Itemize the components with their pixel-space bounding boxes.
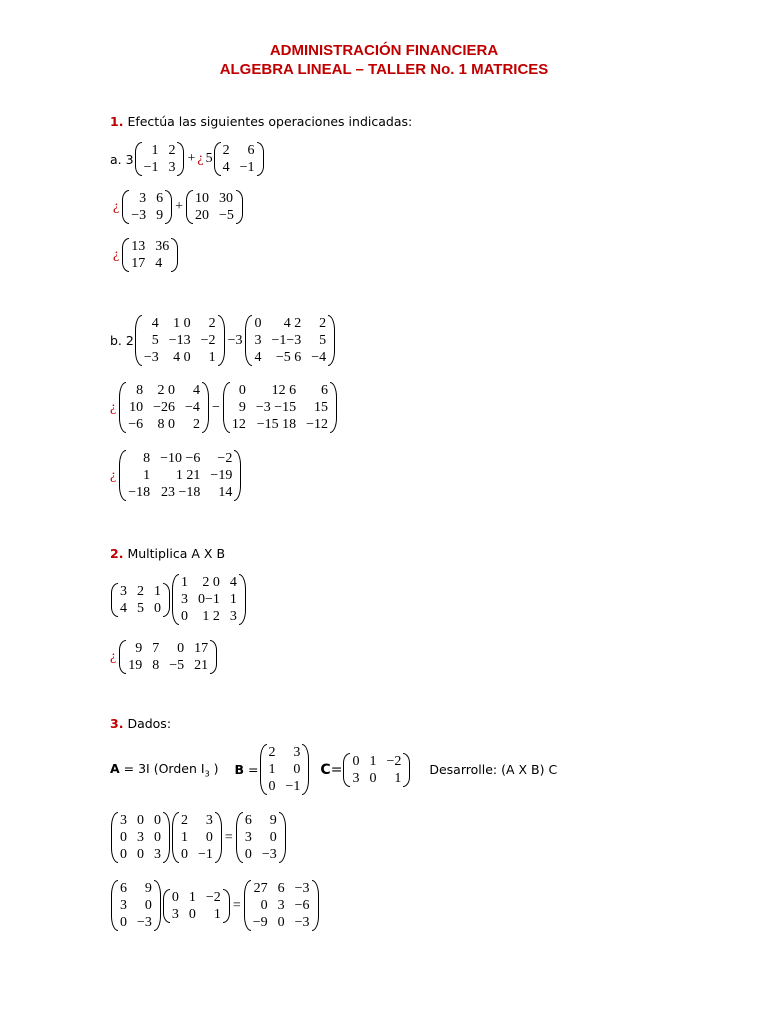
matrix-cell: 0 <box>137 813 144 828</box>
matrix-ab <box>111 880 161 931</box>
matrix-cell: 12 <box>231 417 246 432</box>
matrix-cell: 0 <box>120 847 127 862</box>
matrix <box>186 190 243 224</box>
matrix-cell: −10 −6 <box>160 451 201 466</box>
matrix-cell: 2 <box>268 745 276 760</box>
matrix-cell: 0 <box>154 830 161 845</box>
inverted-question: ¿ <box>110 649 117 664</box>
matrix <box>135 142 185 176</box>
matrix-cell: 4 <box>120 600 127 616</box>
exercise-number: 3. <box>110 716 124 731</box>
matrix-cell: 1 <box>229 592 237 607</box>
matrix-cell: −1 <box>285 779 301 794</box>
matrix-cell: 0 <box>154 813 161 828</box>
title-line-1: ADMINISTRACIÓN FINANCIERA <box>269 42 499 59</box>
matrix-cell: 9 <box>269 813 277 828</box>
ex1b-line-3 <box>110 450 242 501</box>
matrix-cell: 1 <box>369 753 377 769</box>
matrix-cell: 4 <box>222 160 230 175</box>
matrix-cell: −3 <box>131 208 147 223</box>
matrix-cell: −1 <box>198 847 213 862</box>
matrix-cell: −3 <box>294 915 310 930</box>
matrix-cell: −2 <box>217 451 233 466</box>
matrix-cell: 8 0 <box>157 417 176 432</box>
matrix-cell: 3 <box>168 160 176 175</box>
matrix-cell: 0 <box>181 847 188 862</box>
matrix-cell: 17 <box>131 256 146 271</box>
matrix-cell: 0 <box>181 609 188 624</box>
matrix-cell: 3 <box>181 592 188 607</box>
matrix-cell: 2 <box>319 316 327 331</box>
matrix-cell: −3 <box>137 915 152 930</box>
matrix-cell: 9 <box>156 208 164 223</box>
matrix-cell: 0 <box>369 770 377 786</box>
matrix <box>119 450 241 501</box>
matrix-cell: 1 <box>143 468 151 483</box>
matrix-cell: 23 −18 <box>161 485 201 500</box>
matrix-cell: 3 <box>277 898 285 913</box>
matrix-cell: −19 <box>210 468 233 483</box>
matrix-cell: −4 <box>185 400 200 415</box>
matrix-cell: 1 <box>181 830 188 845</box>
b-definition: B = <box>234 762 259 777</box>
matrix-cell: −3 <box>143 350 159 365</box>
matrix-cell: 6 <box>277 881 285 896</box>
matrix-cell: 4 <box>254 350 262 365</box>
ex2-line-2 <box>110 640 218 674</box>
matrix-ab <box>236 812 286 863</box>
title-line-2: ALGEBRA LINEAL – TALLER No. 1 MATRICES <box>219 61 549 78</box>
matrix-cell: 1 <box>154 583 161 599</box>
matrix-cell: −2 <box>386 753 402 769</box>
ex3-line-2 <box>110 880 320 931</box>
matrix-c <box>163 889 230 923</box>
matrix-cell: 0 <box>177 641 185 656</box>
matrix-cell: 3 <box>137 830 144 845</box>
matrix-cell: 4 <box>155 256 163 271</box>
matrix-cell: 2 <box>137 583 144 599</box>
matrix-cell: 17 <box>194 641 209 656</box>
matrix-cell: 0 <box>171 889 179 905</box>
matrix-cell: 10 <box>129 400 144 415</box>
ex1a-line-2 <box>113 190 244 224</box>
matrix-cell: 20 <box>195 208 210 223</box>
matrix-b <box>172 574 246 625</box>
inverted-question: ¿ <box>197 151 204 166</box>
matrix-b <box>172 812 222 863</box>
matrix-cell: 0 <box>260 898 268 913</box>
matrix-cell: 0 <box>269 830 277 845</box>
matrix <box>214 142 264 176</box>
minus-sign: − <box>211 399 220 415</box>
exercise-text: Dados: <box>127 716 172 731</box>
scalar: 5 <box>205 151 213 166</box>
inverted-question: ¿ <box>113 247 120 262</box>
ex1a-line-3 <box>113 238 179 272</box>
matrix-3i <box>111 812 170 863</box>
matrix-cell: 0 <box>205 830 213 845</box>
matrix-cell: −9 <box>252 915 268 930</box>
matrix-cell: −15 18 <box>256 417 297 432</box>
exercise-3-heading <box>110 716 171 731</box>
matrix-cell: 9 <box>135 641 143 656</box>
matrix-cell: −3 −15 <box>255 400 297 415</box>
matrix-cell: −13 <box>168 333 191 348</box>
matrix-cell: −18 <box>128 485 151 500</box>
matrix-cell: 3 <box>205 813 213 828</box>
matrix-cell: 14 <box>218 485 233 500</box>
matrix-cell: 7 <box>152 641 160 656</box>
matrix-cell: 1 <box>213 906 221 922</box>
matrix-cell: −26 <box>153 400 176 415</box>
matrix-cell: −2 <box>205 889 221 905</box>
matrix-cell: 1 21 <box>175 468 201 483</box>
matrix-cell: 1 2 <box>202 609 220 624</box>
matrix-cell: 2 <box>181 813 188 828</box>
matrix-cell: 0 <box>244 847 252 862</box>
item-label: b. 2 <box>110 333 134 348</box>
matrix-cell: 5 <box>137 600 144 616</box>
matrix-cell: 2 <box>168 143 176 158</box>
matrix <box>135 315 225 366</box>
matrix-a <box>111 583 170 617</box>
plus-sign: + <box>175 199 184 214</box>
matrix-cell: 0 <box>137 847 144 862</box>
matrix-cell: 0 <box>254 316 262 331</box>
matrix-cell: 1 <box>208 350 216 365</box>
matrix-cell: 13 <box>131 239 146 254</box>
develop-instruction: Desarrolle: (A X B) C <box>429 762 558 777</box>
matrix-cell: 0 <box>120 915 127 930</box>
matrix-cell: 27 <box>253 881 268 896</box>
matrix-cell: 3 <box>244 830 252 845</box>
matrix-cell: 3 <box>352 770 360 786</box>
matrix-cell: −5 6 <box>275 350 302 365</box>
ex1a-line-1 <box>110 142 265 176</box>
matrix-cell: 0 <box>277 915 285 930</box>
matrix-cell: −4 <box>311 350 327 365</box>
matrix-cell: −5 <box>169 658 185 673</box>
matrix-cell: −1 <box>239 160 255 175</box>
matrix-cell: 0 <box>268 779 276 794</box>
matrix-cell: 0 <box>154 600 161 616</box>
matrix-cell: 2 <box>208 316 216 331</box>
a-definition: A = 3I (Orden $I_3$ ) <box>110 760 219 779</box>
matrix-cell: 6 <box>321 383 329 398</box>
matrix-cell: 6 <box>156 191 164 206</box>
matrix-cell: 3 <box>229 609 237 624</box>
matrix-cell: 15 <box>314 400 329 415</box>
inverted-question: ¿ <box>110 399 117 415</box>
matrix-cell: 19 <box>128 658 143 673</box>
exercise-1-heading <box>110 114 412 129</box>
matrix-cell: 3 <box>154 847 161 862</box>
matrix-cell: −5 <box>219 208 234 223</box>
matrix-cell: 1 <box>394 770 402 786</box>
matrix-cell: 6 <box>244 813 252 828</box>
matrix-cell: 1 <box>151 143 159 158</box>
inverted-question: ¿ <box>110 467 117 483</box>
ex1b-line-1 <box>110 315 336 366</box>
matrix-cell: 30 <box>219 191 234 206</box>
matrix-cell: 0 <box>352 753 360 769</box>
matrix-cell: −2 <box>200 333 216 348</box>
matrix-cell: 5 <box>319 333 327 348</box>
exercise-2-heading <box>110 546 225 561</box>
ex2-line-1 <box>110 574 247 625</box>
matrix-cell: 5 <box>151 333 159 348</box>
matrix-cell: 9 <box>144 881 152 896</box>
matrix-abc <box>244 880 319 931</box>
matrix-cell: 21 <box>194 658 209 673</box>
matrix-cell: 0 <box>238 383 246 398</box>
matrix-cell: 3 <box>120 583 127 599</box>
matrix-cell: 1 <box>188 889 196 905</box>
matrix-cell: 2 0 <box>157 383 176 398</box>
matrix <box>122 238 178 272</box>
ex3-line-1 <box>110 812 287 863</box>
matrix-cell: 0 <box>120 830 127 845</box>
matrix-cell: 4 <box>151 316 159 331</box>
matrix-cell: 6 <box>120 881 127 896</box>
matrix-cell: 10 <box>195 191 210 206</box>
matrix <box>122 190 172 224</box>
matrix-cell: −1−3 <box>271 333 302 348</box>
matrix-cell: 0−1 <box>198 592 220 607</box>
exercise-text: Multiplica A X B <box>127 546 226 561</box>
matrix <box>223 382 337 433</box>
matrix-cell: −6 <box>128 417 144 432</box>
matrix-cell: 3 <box>171 906 179 922</box>
matrix-c <box>343 753 410 787</box>
matrix-b <box>260 744 310 795</box>
matrix-cell: 3 <box>254 333 262 348</box>
matrix-cell: 1 <box>268 762 276 777</box>
exercise-number: 2. <box>110 546 124 561</box>
ex3-definitions <box>110 744 557 795</box>
matrix-cell: −6 <box>294 898 310 913</box>
matrix-cell: 9 <box>238 400 246 415</box>
matrix-cell: 4 0 <box>173 350 191 365</box>
matrix-cell: 3 <box>293 745 301 760</box>
inverted-question: ¿ <box>113 199 120 214</box>
matrix <box>119 640 217 674</box>
matrix-cell: 12 6 <box>271 383 297 398</box>
matrix-cell: 3 <box>120 898 127 913</box>
matrix-cell: 1 <box>181 575 188 590</box>
ex1b-line-2 <box>110 382 338 433</box>
matrix-cell: 8 <box>136 383 144 398</box>
matrix-cell: 36 <box>155 239 170 254</box>
matrix-cell: 8 <box>152 658 160 673</box>
equals-sign: = <box>232 897 241 913</box>
plus-sign: + <box>187 151 196 166</box>
matrix-cell: 2 <box>192 417 200 432</box>
matrix-cell: −1 <box>143 160 159 175</box>
equals-sign: = <box>224 829 233 845</box>
matrix-cell: 0 <box>293 762 301 777</box>
matrix-cell: −3 <box>294 881 310 896</box>
matrix-cell: 2 <box>222 143 230 158</box>
matrix <box>245 315 335 366</box>
matrix-cell: 0 <box>144 898 152 913</box>
exercise-text: Efectúa las siguientes operaciones indicadas: <box>127 114 413 129</box>
matrix-cell: 4 2 <box>283 316 302 331</box>
matrix-cell: 0 <box>188 906 196 922</box>
matrix <box>119 382 209 433</box>
matrix-cell: 6 <box>247 143 255 158</box>
matrix-cell: 3 <box>120 813 127 828</box>
exercise-number: 1. <box>110 114 124 129</box>
matrix-cell: 3 <box>139 191 147 206</box>
matrix-cell: 4 <box>192 383 200 398</box>
matrix-cell: 8 <box>143 451 151 466</box>
matrix-cell: −12 <box>306 417 329 432</box>
matrix-cell: 2 0 <box>202 575 220 590</box>
matrix-cell: 1 0 <box>173 316 191 331</box>
c-definition: C= <box>320 761 343 778</box>
matrix-cell: −3 <box>261 847 277 862</box>
scalar: −3 <box>227 332 243 348</box>
item-label: a. 3 <box>110 151 134 167</box>
matrix-cell: 4 <box>229 575 237 590</box>
